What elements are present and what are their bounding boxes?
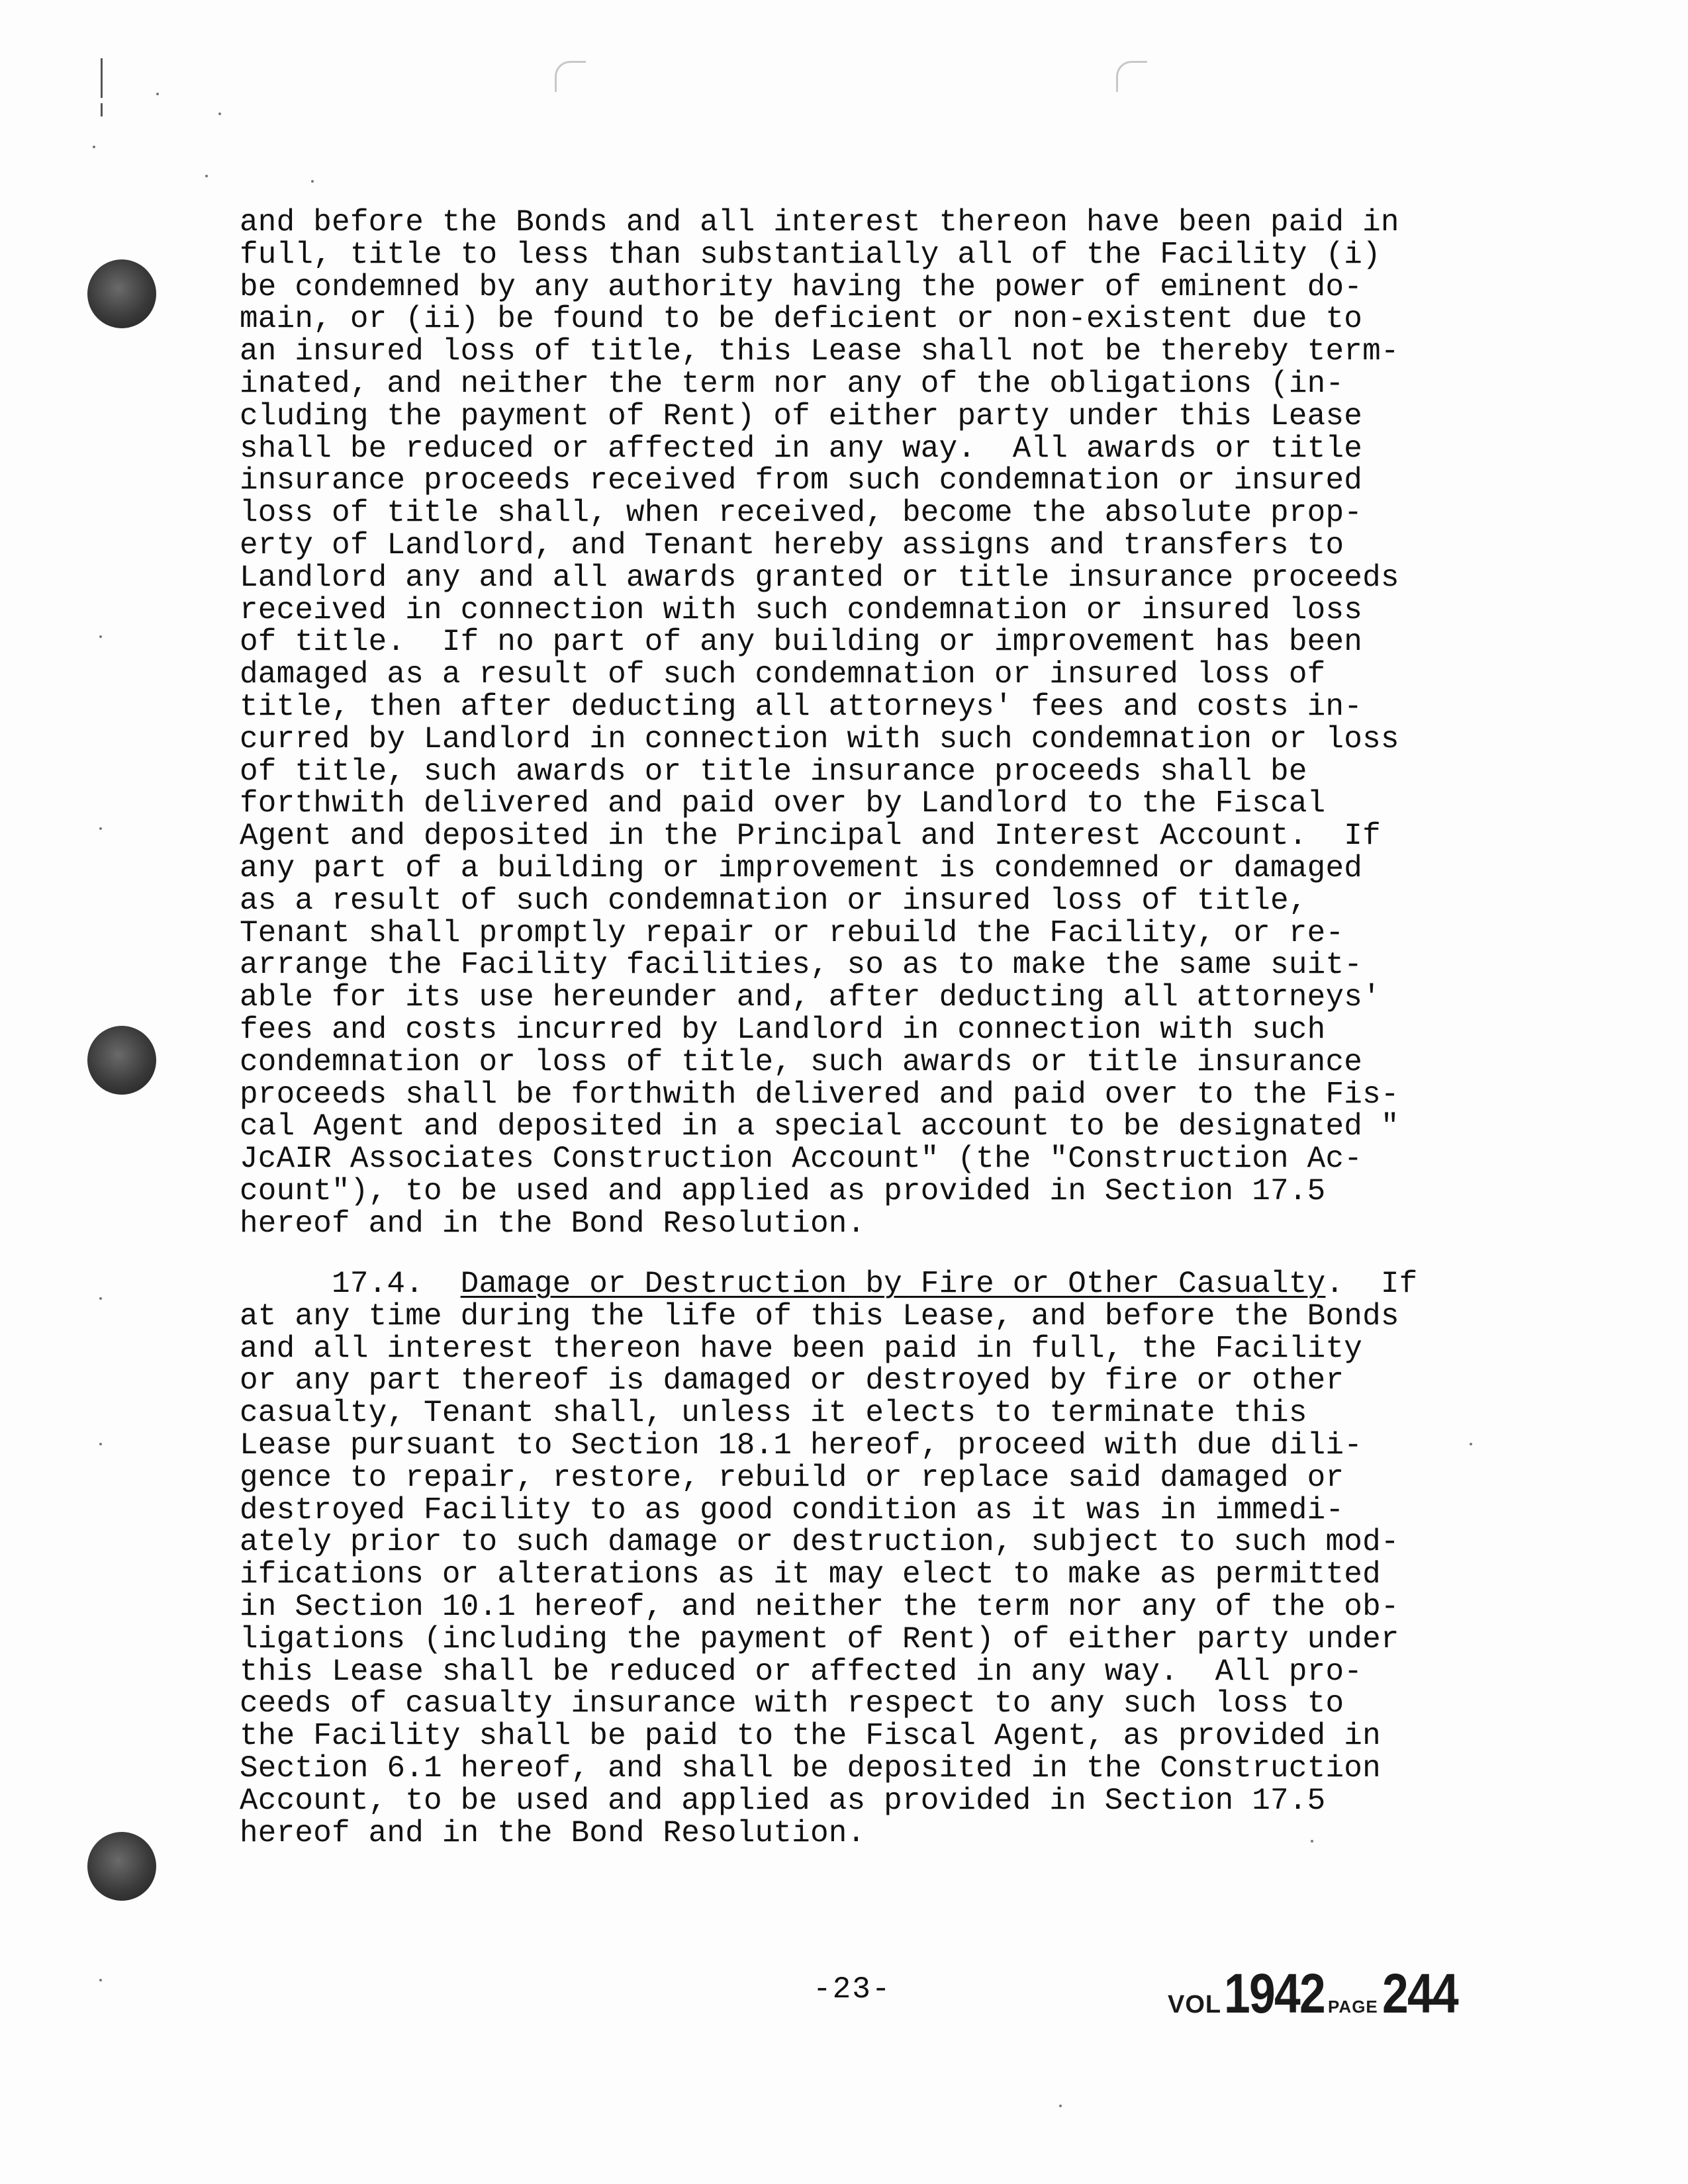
- scan-speck: [99, 1443, 102, 1445]
- binder-hole: [87, 259, 156, 328]
- scan-mark: [555, 61, 586, 92]
- stamp-page-label: PAGE: [1328, 1997, 1378, 2017]
- scan-mark: [101, 103, 103, 116]
- scan-speck: [99, 1979, 102, 1981]
- scan-speck: [205, 175, 208, 177]
- binder-hole: [87, 1832, 156, 1901]
- stamp-vol-number: 1942: [1224, 1962, 1325, 2025]
- scan-speck: [311, 180, 314, 183]
- scan-speck: [99, 635, 102, 638]
- page-number: -23-: [813, 1972, 892, 2007]
- scan-speck: [99, 827, 102, 830]
- scan-speck: [93, 146, 95, 148]
- scan-mark: [1116, 61, 1147, 92]
- paragraph-17-3-continuation: and before the Bonds and all interest thereon have been paid in full, title to less than substantially all of the Facility (i) be condemned by any authority having the power of eminent do- main, or (ii) be found to be deficient or non-existent due to an insured loss of title, this Lease shall not be thereby term- inated, and neither the term nor any of the obligations (in- cluding the payment of Rent) of either party under this Lease shall be reduced or affected in any way. All awards or title insurance proceeds received from such condemnation or insured loss of title shall, when received, become the absolute prop- erty of Landlord, and Tenant hereby assigns and transfers to Landlord any and all awards granted or title insurance proceeds received in connection with such condemnation or insured loss of title. If no part of any building or improvement has been damaged as a result of such condemnation or insured loss of title, then after deducting all attorneys' fees and costs in- curred by Landlord in connection with such condemnation or loss of title, such awards or title insurance proceeds shall be forthwith delivered and paid over by Landlord to the Fiscal Agent and deposited in the Principal and Interest Account. If any part of a building or improvement is condemned or damaged as a result of such condemnation or insured loss of title, Tenant shall promptly repair or rebuild the Facility, or re- arrange the Facility facilities, so as to make the same suit- able for its use hereunder and, after deducting all attorneys' fees and costs incurred by Landlord in connection with such condemnation or loss of title, such awards or title insurance proceeds shall be forthwith delivered and paid over to the Fis- cal Agent and deposited in a special account to be designated " JcAIR Associates Construction Account" (the "Construction Ac- count"), to be used and applied as provided in Section 17.5 hereof and in the Bond Resolution.: [240, 205, 1399, 1241]
- scan-mark: [101, 58, 103, 98]
- stamp-page-number: 244: [1382, 1962, 1458, 2025]
- recording-stamp: [1168, 1962, 1471, 2025]
- binder-hole: [87, 1026, 156, 1095]
- scan-speck: [156, 93, 159, 95]
- scan-speck: [99, 1297, 102, 1300]
- scan-speck: [1059, 2105, 1062, 2107]
- section-body: . If at any time during the life of this Lease, and before the Bonds and all interest thereon have been paid in full, the Facility or any part thereof is damaged or destroyed by fire or other casualty, Tenant shall, unless it elects to terminate this Lease pursuant to Section 18.1 hereof, proceed with due dili- gence to repair, restore, rebuild or replace said damaged or destroyed Facility to as good condition as it was in immedi- ately prior to such damage or destruction, subject to such mod- ifications or alterations as it may elect to make as permitted in Section 10.1 hereof, and neither the term nor any of the ob- ligations (including the payment of Rent) of either party under this Lease shall be reduced or affected in any way. All pro- ceeds of casualty insurance with respect to any such loss to the Facility shall be paid to the Fiscal Agent, as provided in Section 6.1 hereof, and shall be deposited in the Construction Account, to be used and applied as provided in Section 17.5 hereof and in the Bond Resolution.: [240, 1267, 1418, 1850]
- scan-speck: [218, 113, 221, 115]
- section-number: 17.4.: [240, 1267, 461, 1301]
- section-17-4: [240, 1268, 1477, 1849]
- stamp-vol-label: VOL: [1168, 1991, 1222, 2019]
- section-heading: Damage or Destruction by Fire or Other Casualty: [460, 1267, 1326, 1301]
